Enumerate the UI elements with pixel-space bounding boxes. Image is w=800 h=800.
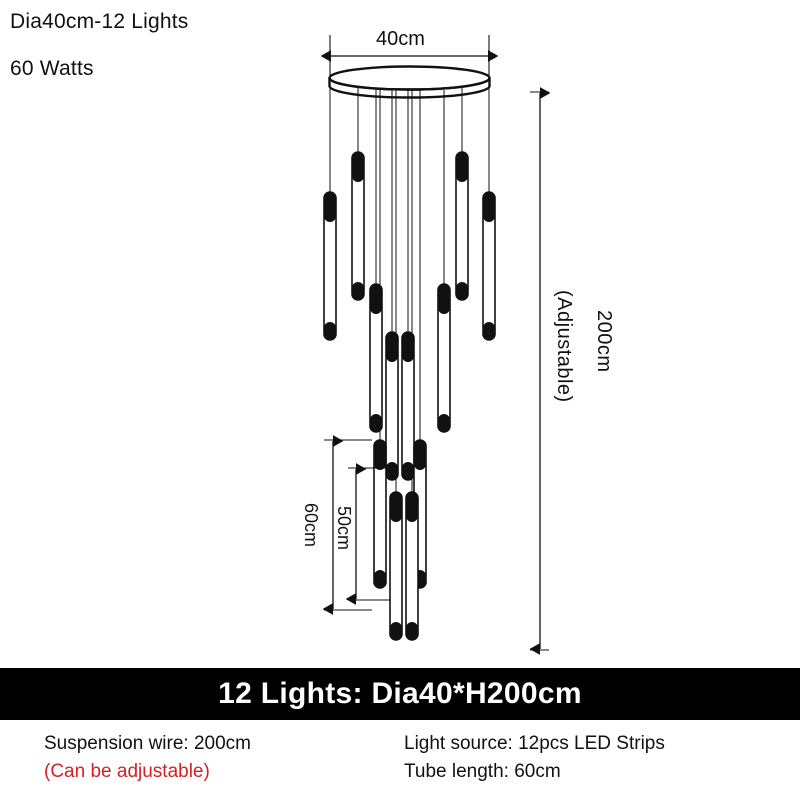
led-tubes	[324, 152, 495, 640]
led-tube	[406, 492, 418, 640]
led-tube	[390, 492, 402, 640]
summary-banner-title: 12 Lights: Dia40*H200cm	[218, 677, 582, 710]
canopy-ring	[330, 67, 490, 98]
footer-suspension-wire: Suspension wire: 200cm	[44, 733, 251, 754]
label-right-adjustable-note: (Adjustable)	[553, 290, 575, 403]
label-right-200cm: 200cm	[593, 310, 615, 373]
led-tube	[352, 152, 364, 300]
led-tube	[402, 332, 414, 480]
led-tube	[456, 152, 468, 300]
summary-banner	[0, 668, 800, 720]
footer-tube-length: Tube length: 60cm	[404, 761, 561, 782]
led-tube	[374, 440, 386, 588]
led-tube	[438, 284, 450, 432]
label-inner-50cm: 50cm	[334, 506, 354, 551]
footer-left-column	[44, 730, 394, 786]
right-dimension-200cm	[530, 92, 549, 650]
led-tube	[483, 192, 495, 340]
footer-right-column	[404, 730, 784, 786]
label-inner-60cm: 60cm	[301, 503, 321, 548]
label-top-40cm: 40cm	[376, 28, 425, 50]
led-tube	[324, 192, 336, 340]
led-tube	[386, 332, 398, 480]
led-tube	[370, 284, 382, 432]
footer-adjustable-note: (Can be adjustable)	[44, 761, 210, 782]
spec-line-model: Dia40cm-12 Lights	[10, 10, 189, 33]
footer-specs	[0, 722, 800, 800]
footer-light-source: Light source: 12pcs LED Strips	[404, 733, 665, 754]
spec-line-wattage: 60 Watts	[10, 57, 94, 80]
